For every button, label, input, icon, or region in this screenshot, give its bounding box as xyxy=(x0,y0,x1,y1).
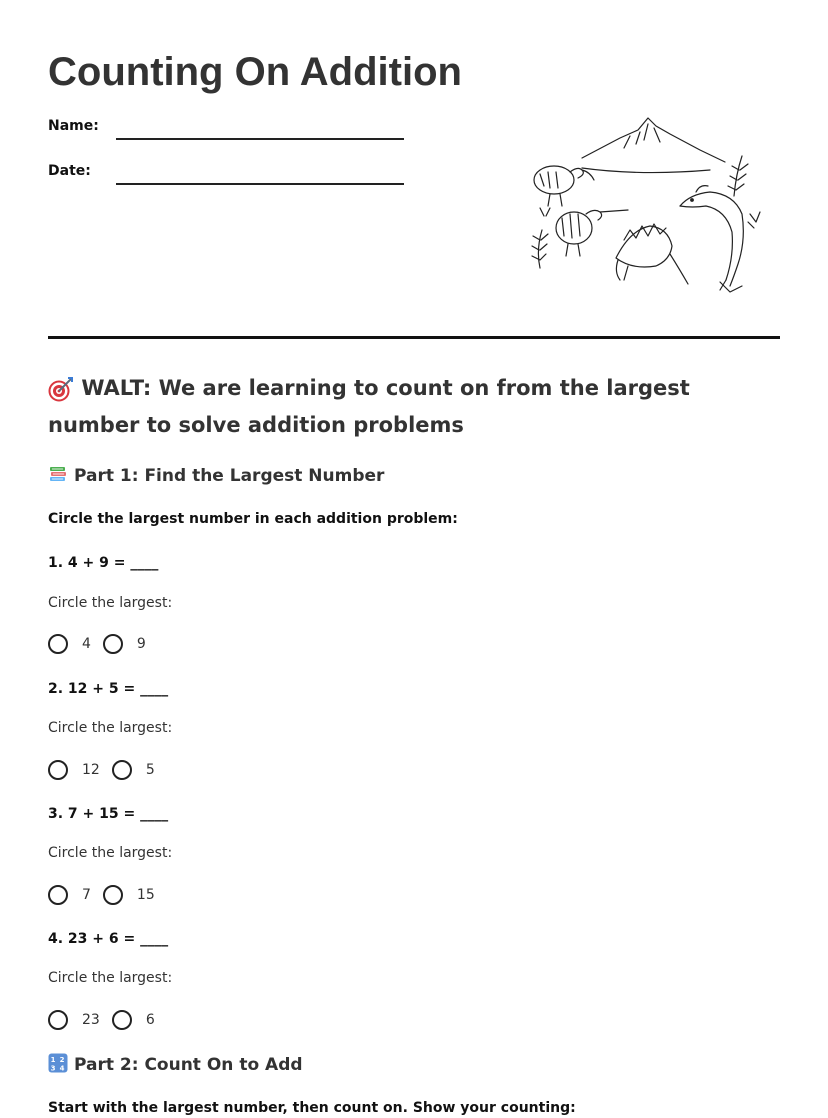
kiwi-bird-drawing xyxy=(534,166,594,206)
svg-text:1: 1 xyxy=(50,1056,56,1064)
option-label: 5 xyxy=(145,762,155,778)
option-label: 12 xyxy=(82,762,100,778)
part2-heading-text: Part 2: Count On to Add xyxy=(74,1055,303,1075)
option-label: 15 xyxy=(136,887,155,903)
radio-circle[interactable] xyxy=(103,885,123,905)
radio-circle[interactable] xyxy=(48,1010,68,1030)
option-4a[interactable] xyxy=(48,1010,100,1030)
walt-text: WALT: We are learning to count on from the largest number to solve addition problems xyxy=(48,376,690,437)
circle-prompt-4: Circle the largest: xyxy=(48,970,173,986)
kiwi-bird-2-drawing xyxy=(556,210,628,256)
date-input-line[interactable] xyxy=(116,183,404,185)
numbers-1234-icon xyxy=(48,1053,68,1073)
name-input-line[interactable] xyxy=(116,138,404,140)
date-label: Date: xyxy=(48,163,91,179)
svg-text:4: 4 xyxy=(59,1064,65,1073)
page-title: Counting On Addition xyxy=(48,50,462,94)
circle-prompt-2: Circle the largest: xyxy=(48,720,173,736)
mountain-drawing xyxy=(582,118,725,173)
options-1 xyxy=(48,632,158,656)
option-2a[interactable] xyxy=(48,760,100,780)
target-icon xyxy=(48,376,74,402)
option-label: 9 xyxy=(136,636,146,652)
radio-circle[interactable] xyxy=(48,634,68,654)
option-4b[interactable] xyxy=(112,1010,155,1030)
option-3a[interactable] xyxy=(48,885,91,905)
fern-left-drawing xyxy=(532,208,550,268)
question-4: 4. 23 + 6 = ____ xyxy=(48,931,169,947)
radio-circle[interactable] xyxy=(112,1010,132,1030)
radio-circle[interactable] xyxy=(48,885,68,905)
question-3: 3. 7 + 15 = ____ xyxy=(48,806,169,822)
fern-right-drawing xyxy=(728,156,760,228)
part1-heading xyxy=(48,466,384,486)
option-2b[interactable] xyxy=(112,760,155,780)
question-2: 2. 12 + 5 = ____ xyxy=(48,681,169,697)
option-label: 6 xyxy=(145,1012,155,1028)
option-label: 23 xyxy=(82,1012,100,1028)
name-label: Name: xyxy=(48,118,99,134)
books-icon xyxy=(48,464,68,484)
radio-circle[interactable] xyxy=(112,760,132,780)
tuatara-drawing xyxy=(616,224,688,284)
option-3b[interactable] xyxy=(103,885,155,905)
part1-instruction: Circle the largest number in each addition problem: xyxy=(48,511,458,527)
options-3 xyxy=(48,883,167,907)
radio-circle[interactable] xyxy=(103,634,123,654)
dolphin-drawing xyxy=(680,186,743,292)
svg-text:3: 3 xyxy=(50,1064,56,1073)
part2-heading xyxy=(48,1055,303,1075)
walt-heading xyxy=(48,370,788,444)
circle-prompt-1: Circle the largest: xyxy=(48,595,173,611)
svg-text:2: 2 xyxy=(59,1056,65,1064)
option-1b[interactable] xyxy=(103,634,146,654)
option-label: 4 xyxy=(82,636,91,652)
part1-heading-text: Part 1: Find the Largest Number xyxy=(74,466,385,486)
section-divider xyxy=(48,336,780,339)
option-1a[interactable] xyxy=(48,634,91,654)
part2-instruction: Start with the largest number, then count on. Show your counting: xyxy=(48,1100,576,1116)
nz-wildlife-illustration xyxy=(520,110,770,300)
options-4 xyxy=(48,1008,167,1032)
radio-circle[interactable] xyxy=(48,760,68,780)
circle-prompt-3: Circle the largest: xyxy=(48,845,173,861)
option-label: 7 xyxy=(82,887,91,903)
options-2 xyxy=(48,758,167,782)
question-1: 1. 4 + 9 = ____ xyxy=(48,555,159,571)
